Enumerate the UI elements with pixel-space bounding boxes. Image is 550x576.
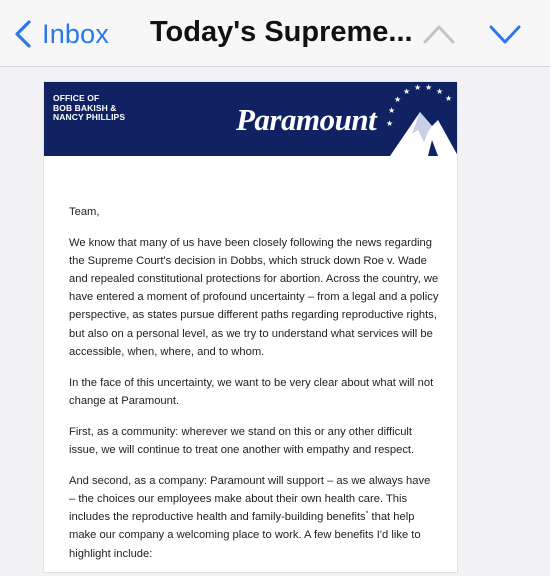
paragraph: First, as a community: wherever we stand on this or any other difficult issue, we will continue to treat one another with empathy and respect. (69, 425, 415, 457)
paragraph-text: And second, as a company: Paramount will support – as we always have – the choices our employees make about their own health care. This includes the reproductive health and family-building benefits (69, 475, 431, 524)
office-line: OFFICE OF (53, 93, 100, 103)
paramount-logo-text: Paramount (236, 102, 377, 137)
footnote-marker: * (365, 510, 369, 518)
office-line: BOB BAKISH & (53, 102, 117, 113)
email-text (69, 203, 439, 576)
greeting: Team, (69, 206, 100, 218)
svg-text:★: ★ (386, 119, 394, 128)
chevron-left-icon (14, 19, 32, 49)
paragraph (69, 472, 439, 562)
back-to-inbox-button[interactable] (14, 16, 109, 52)
email-body (44, 82, 457, 572)
email-content-area[interactable] (0, 67, 550, 564)
chevron-up-icon[interactable] (422, 22, 456, 51)
svg-text:★: ★ (436, 87, 444, 96)
navigation-bar (0, 0, 550, 67)
email-subject-title: Today's Supreme... (150, 16, 413, 48)
svg-text:★: ★ (403, 87, 411, 96)
office-heading (53, 94, 163, 123)
chevron-down-icon[interactable] (488, 22, 522, 51)
svg-text:★: ★ (388, 106, 396, 115)
svg-text:★: ★ (425, 83, 433, 92)
paragraph-text: that help make our company a welcoming place to work. A few benefits I'd like to highlight include: (69, 511, 421, 560)
paragraph: We know that many of us have been closely following the news regarding the Supreme Court's decision in Dobbs, which struck down Roe v. Wade and repealed constitutional protections for abortion. Across the country, we have entered a moment of profound uncertainty – from a legal and a policy perspective, as states pursue different paths regarding reproductive rights, but also on a personal level, as we try to understand what services will be accessible, when, where, and to whom. (69, 237, 439, 358)
paragraph: In the face of this uncertainty, we want to be very clear about what will not change at Paramount. (69, 376, 434, 407)
svg-text:★: ★ (414, 83, 422, 92)
svg-text:★: ★ (445, 94, 453, 103)
paramount-mountain-logo-icon (380, 82, 457, 156)
svg-text:★: ★ (394, 95, 402, 104)
paramount-banner (44, 82, 457, 156)
back-label: Inbox (42, 18, 110, 49)
office-line: NANCY PHILLIPS (53, 112, 126, 122)
